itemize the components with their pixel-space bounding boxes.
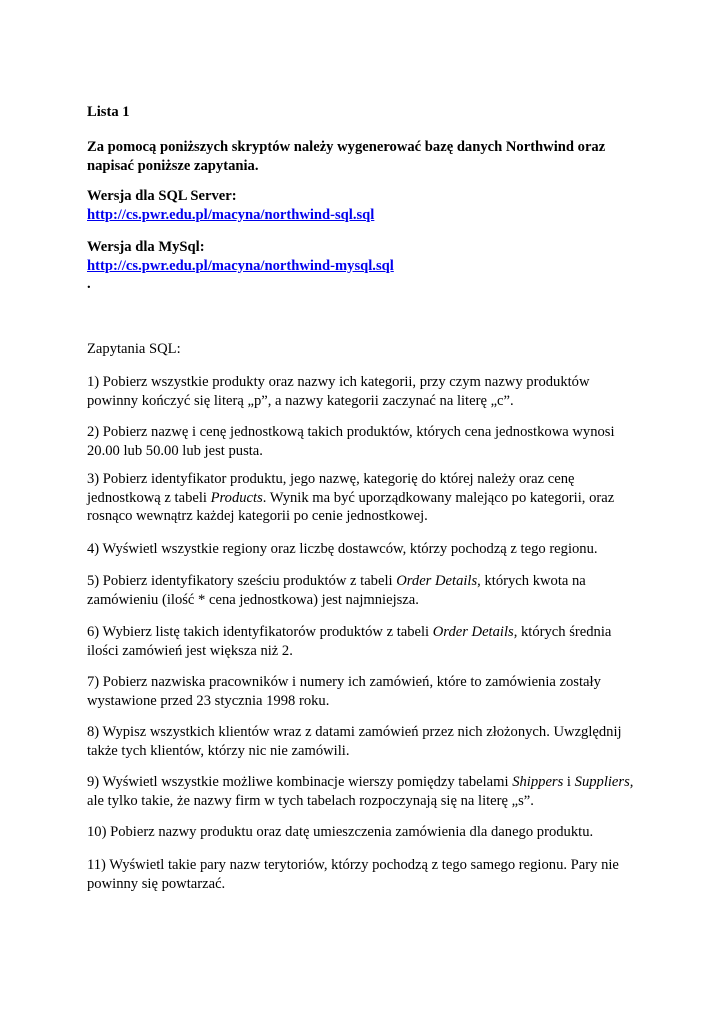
query-5-line-1: 5) Pobierz identyfikatory sześciu produktów z tabeli Order Details, których kwota na — [87, 573, 586, 589]
table-name-suppliers: Suppliers, — [574, 774, 634, 790]
query-7-line-2: wystawione przed 23 stycznia 1998 roku. — [87, 692, 330, 709]
query-2-line-2: 20.00 lub 50.00 lub jest pusta. — [87, 442, 263, 459]
table-name-order-details: Order Details — [432, 624, 514, 640]
query-2-line-1: 2) Pobierz nazwę i cenę jednostkową takich produktów, których cena jednostkowa wynosi — [87, 424, 615, 440]
query-1-line-2: powinny kończyć się literą „p”, a nazwy kategorii zaczynać na literę „c”. — [87, 392, 514, 409]
query-3 — [87, 470, 647, 526]
query-4 — [87, 540, 647, 559]
sqlserver-link[interactable]: http://cs.pwr.edu.pl/macyna/northwind-sql.sql — [87, 206, 375, 223]
query-9-line-2: ale tylko takie, że nazwy firm w tych tabelach rozpoczynają się na literę „s”. — [87, 792, 534, 809]
query-3-line-2: jednostkową z tabeli Products. Wynik ma być uporządkowany malejąco po kategorii, oraz — [87, 489, 615, 506]
mysql-heading: Wersja dla MySql: — [87, 239, 205, 255]
query-7-line-1: 7) Pobierz nazwiska pracowników i numery ich zamówień, które to zamówienia zostały — [87, 674, 601, 690]
query-8-line-1: 8) Wypisz wszystkich klientów wraz z datami zamówień przez nich złożonych. Uwzględnij — [87, 724, 622, 740]
page-title: Lista 1 — [87, 104, 130, 120]
query-2 — [87, 423, 647, 460]
query-1-line-1: 1) Pobierz wszystkie produkty oraz nazwy ich kategorii, przy czym nazwy produktów — [87, 374, 590, 390]
query-11 — [87, 856, 647, 893]
mysql-dot: . — [87, 276, 91, 292]
queries-heading: Zapytania SQL: — [87, 341, 181, 357]
query-11-line-1: 11) Wyświetl takie pary nazw terytoriów, którzy pochodzą z tego samego regionu. Pary nie — [87, 857, 619, 873]
query-4-line-1: 4) Wyświetl wszystkie regiony oraz liczbę dostawców, którzy pochodzą z tego regionu. — [87, 541, 598, 557]
query-6-line-1: 6) Wybierz listę takich identyfikatorów produktów z tabeli Order Details, których średnia — [87, 624, 612, 640]
query-3-line-3: rosnąco wewnątrz każdej kategorii po cenie jednostkowej. — [87, 508, 428, 524]
query-6 — [87, 623, 647, 660]
intro-paragraph — [87, 138, 647, 175]
intro-line-2: napisać poniższe zapytania. — [87, 157, 259, 174]
mysql-section — [87, 238, 647, 294]
query-5-line-2: zamówieniu (ilość * cena jednostkowa) jest najmniejsza. — [87, 591, 419, 608]
query-10 — [87, 823, 647, 842]
query-11-line-2: powinny się powtarzać. — [87, 875, 226, 892]
query-8 — [87, 723, 647, 760]
query-9-line-1: 9) Wyświetl wszystkie możliwe kombinacje wierszy pomiędzy tabelami Shippers i Suppliers, — [87, 774, 634, 790]
table-name-shippers: Shippers — [512, 774, 564, 790]
sqlserver-section — [87, 187, 647, 224]
query-7 — [87, 673, 647, 710]
query-9 — [87, 773, 647, 810]
query-10-line-1: 10) Pobierz nazwy produktu oraz datę umieszczenia zamówienia dla danego produktu. — [87, 824, 594, 840]
query-1 — [87, 373, 647, 410]
mysql-link[interactable]: http://cs.pwr.edu.pl/macyna/northwind-mysql.sql — [87, 257, 394, 274]
query-3-line-1: 3) Pobierz identyfikator produktu, jego nazwę, kategorię do której należy oraz cenę — [87, 471, 575, 487]
table-name-products: Products — [210, 489, 263, 506]
table-name-order-details: Order Details — [396, 573, 478, 589]
query-6-line-2: ilości zamówień jest większa niż 2. — [87, 642, 293, 659]
query-5 — [87, 572, 647, 609]
sqlserver-heading: Wersja dla SQL Server: — [87, 188, 237, 204]
intro-line-1: Za pomocą poniższych skryptów należy wygenerować bazę danych Northwind oraz — [87, 139, 606, 155]
query-8-line-2: także tych klientów, którzy nic nie zamówili. — [87, 742, 350, 759]
